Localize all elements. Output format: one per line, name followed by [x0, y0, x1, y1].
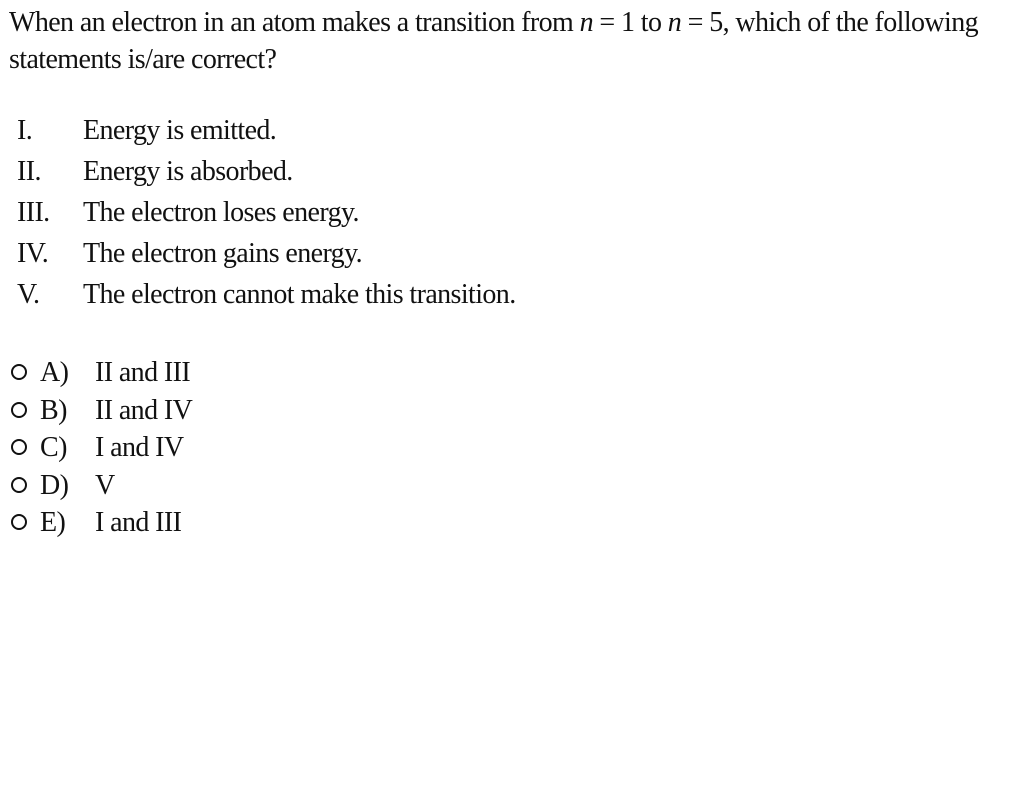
choice-text: I and III — [95, 507, 182, 538]
statement-text: The electron gains energy. — [83, 238, 363, 269]
radio-icon[interactable] — [11, 514, 27, 530]
statement-number: II. — [17, 156, 41, 187]
choice-text: II and IV — [95, 394, 193, 426]
question-var-n1: n — [579, 7, 594, 38]
radio-icon[interactable] — [11, 439, 27, 455]
statement-number: III. — [17, 197, 50, 228]
question-var-n2: n — [667, 7, 682, 38]
statement-number: IV. — [17, 238, 49, 269]
radio-icon[interactable] — [11, 402, 27, 418]
question-part-3: = 5, which of the following statements is/are correct? — [9, 7, 979, 75]
statement-text: The electron loses energy. — [83, 197, 359, 228]
question-text — [9, 4, 1009, 78]
choice-text: V — [95, 469, 115, 501]
choice-letter: E) — [40, 507, 66, 538]
statement-text: The electron cannot make this transition. — [83, 279, 516, 310]
choice-letter: C) — [40, 432, 67, 463]
choice-letter: B) — [40, 394, 67, 426]
choice-letter: A) — [40, 357, 69, 388]
statement-text: Energy is emitted. — [83, 115, 277, 146]
radio-icon[interactable] — [11, 364, 27, 380]
question-part-1: When an electron in an atom makes a transition from — [9, 7, 580, 38]
statement-number: I. — [17, 115, 33, 146]
choice-letter: D) — [40, 469, 69, 501]
choice-text: II and III — [95, 357, 191, 388]
choice-text: I and IV — [95, 432, 184, 463]
radio-icon[interactable] — [11, 477, 27, 493]
question-part-2: = 1 to — [593, 7, 668, 38]
statement-number: V. — [17, 279, 40, 310]
statement-text: Energy is absorbed. — [83, 156, 293, 187]
